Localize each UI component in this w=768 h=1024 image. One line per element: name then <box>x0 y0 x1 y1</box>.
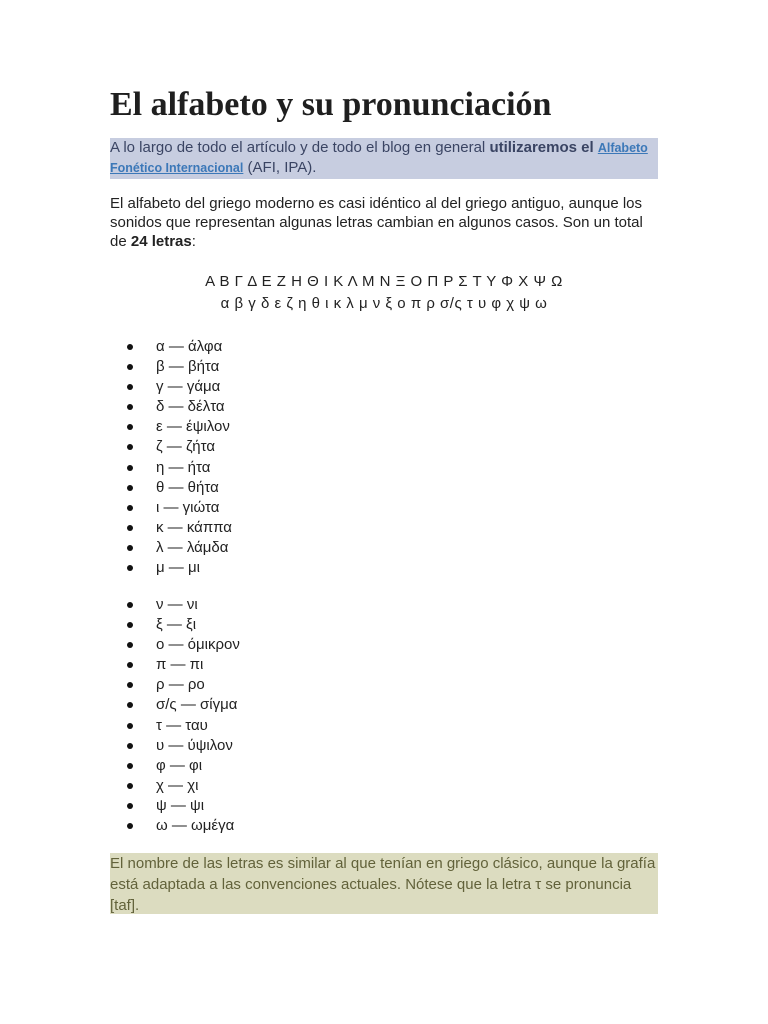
ipa-note-bold: utilizaremos el <box>489 139 594 156</box>
letter-list-item: ξ — ξι <box>110 615 240 635</box>
intro-letter-count: 24 letras <box>130 233 192 250</box>
letter-list-item: ψ — ψι <box>110 796 240 816</box>
letter-list-item: θ — θήτα <box>110 478 232 498</box>
letter-list-item: υ — ύψιλον <box>110 736 240 756</box>
letter-list-item: η — ήτα <box>110 458 232 478</box>
letter-list-item: γ — γάμα <box>110 377 232 397</box>
letter-list-item: κ — κάππα <box>110 518 232 538</box>
ipa-note-box <box>110 138 658 179</box>
intro-suffix: : <box>191 233 196 250</box>
ipa-note-text: A lo largo de todo el artículo y de todo el blog en general <box>110 139 490 156</box>
letter-list-item: φ — φι <box>110 756 240 776</box>
page-title: El alfabeto y su pronunciación <box>110 86 552 123</box>
alphabet-uppercase: Α Β Γ Δ Ε Ζ Η Θ Ι Κ Λ Μ Ν Ξ Ο Π Ρ Σ Τ Υ Φ Χ Ψ Ω <box>205 273 563 290</box>
letter-list-item: ω — ωμέγα <box>110 816 240 836</box>
letter-list-item: α — άλφα <box>110 337 232 357</box>
intro-paragraph <box>110 194 658 251</box>
ipa-link[interactable]: Alfabeto Fonético Internacional <box>110 141 648 175</box>
letter-list-item: ρ — ρο <box>110 675 240 695</box>
letter-list-item: ο — όμικρον <box>110 635 240 655</box>
letter-list-item: ν — νι <box>110 595 240 615</box>
ipa-note-suffix: (AFI, IPA). <box>243 159 317 176</box>
letter-list-item: β — βήτα <box>110 357 232 377</box>
letter-list-item: μ — μι <box>110 558 232 578</box>
letter-list-part-2 <box>110 595 240 836</box>
letter-list-item: σ/ς — σίγμα <box>110 695 240 715</box>
letter-list-item: ε — έψιλον <box>110 417 232 437</box>
letter-list-item: λ — λάμδα <box>110 538 232 558</box>
letter-list-part-1 <box>110 337 232 578</box>
letter-list-item: χ — χι <box>110 776 240 796</box>
intro-text: El alfabeto del griego moderno es casi idéntico al del griego antiguo, aunque los sonidos que representan algunas letras cambian en algunos casos. Son un total de <box>110 195 643 250</box>
letter-list-item: δ — δέλτα <box>110 397 232 417</box>
letter-list-item: ι — γιώτα <box>110 498 232 518</box>
alphabet-lowercase: α β γ δ ε ζ η θ ι κ λ μ ν ξ ο π ρ σ/ς τ υ φ χ ψ ω <box>220 295 548 312</box>
letter-list-item: ζ — ζήτα <box>110 437 232 457</box>
letter-list-item: τ — ταυ <box>110 716 240 736</box>
letter-list-item: π — πι <box>110 655 240 675</box>
letter-names-note: El nombre de las letras es similar al que tenían en griego clásico, aunque la grafía está adaptada a las convenciones actuales. Nótese que la letra τ se pronuncia [taf]. <box>110 853 658 914</box>
